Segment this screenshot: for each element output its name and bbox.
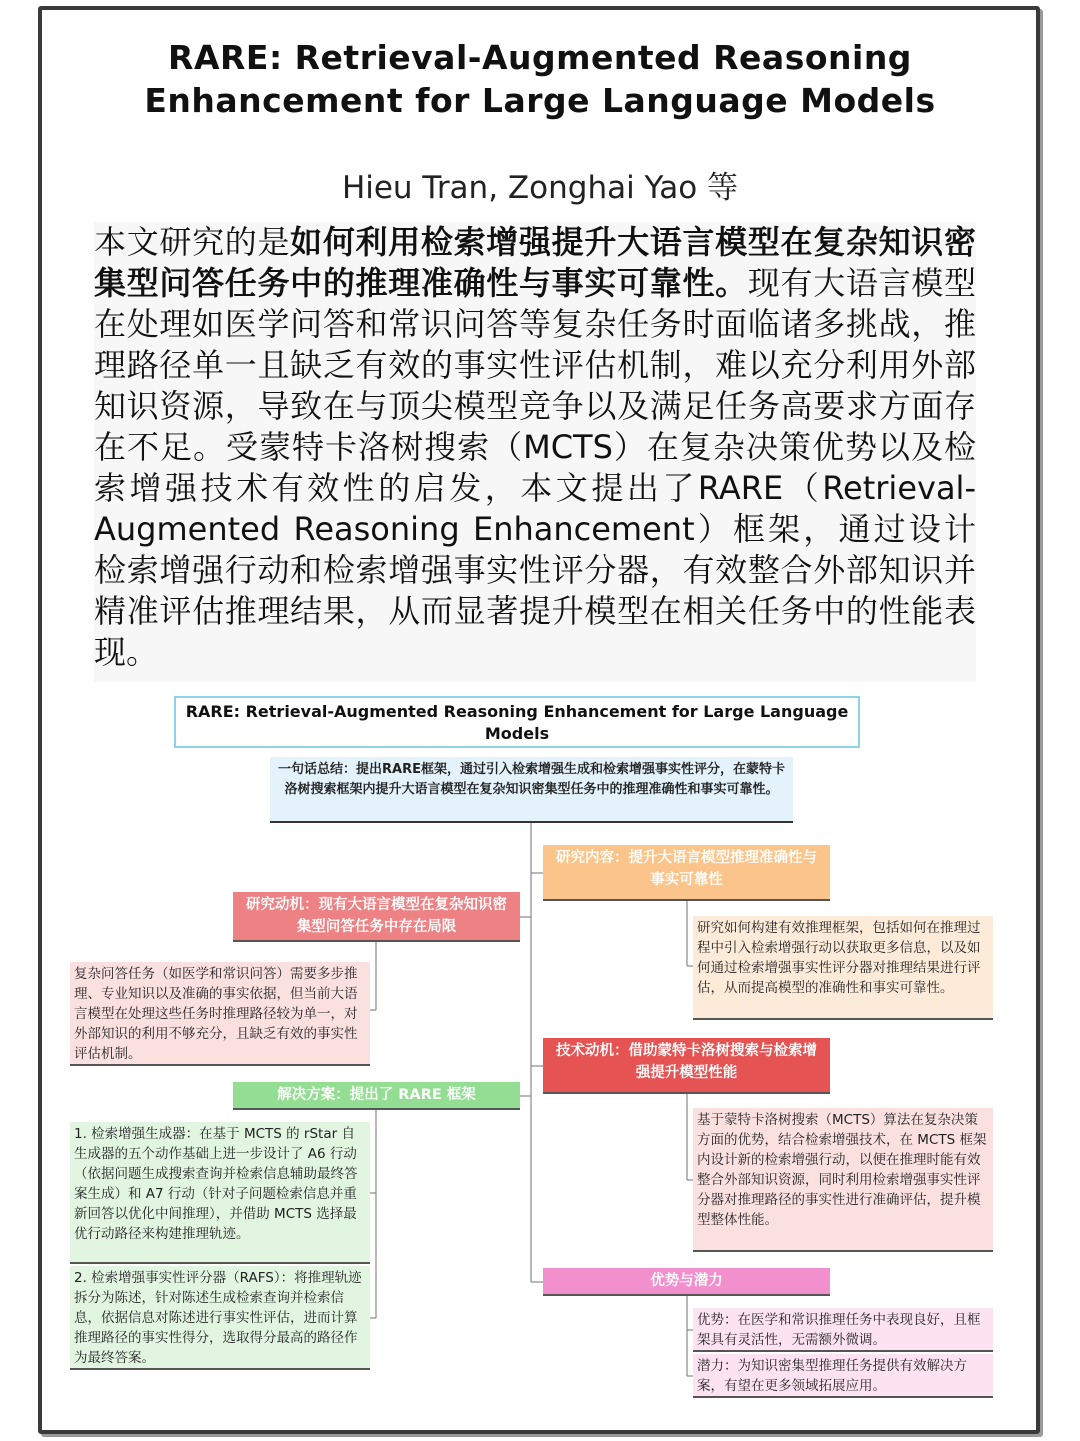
leaf-potential: 潜力：为知识密集型推理任务提供有效解决方案，有望在更多领域拓展应用。 [693,1354,993,1398]
abstract-prefix: 本文研究的是 [94,223,291,261]
leaf-solution-rafs: 2. 检索增强事实性评分器（RAFS）：将推理轨迹拆分为陈述，针对陈述生成检索查询并检索信息，依据信息对陈述进行事实性评估，进而计算推理路径的事实性得分，选取得分最高的路径作为最终答案。 [70,1266,370,1370]
abstract-bold: 如何利用检索增强提升大语言模型在复杂知识密集型问答任务中的推理准确性与事实可靠性。 [94,223,976,302]
node-tech-motive: 技术动机：借助蒙特卡洛树搜索与检索增强提升模型性能 [543,1038,830,1094]
node-advantages: 优势与潜力 [543,1268,830,1296]
paper-authors: Hieu Tran, Zonghai Yao 等 [341,170,739,206]
mindmap-summary: 一句话总结：提出RARE框架，通过引入检索增强生成和检索增强事实性评分，在蒙特卡洛树搜索框架内提升大语言模型在复杂知识密集型任务中的推理准确性和事实可靠性。 [270,757,793,823]
abstract-rest: 现有大语言模型在处理如医学问答和常识问答等复杂任务时面临诸多挑战，推理路径单一且缺乏有效的事实性评估机制，难以充分利用外部知识资源，导致在与顶尖模型竞争以及满足任务高要求方面存在不足。受蒙特卡洛树搜索（MCTS）在复杂决策优势以及检索增强技术有效性的启发，本文提出了RARE（Retrieval-Augmented Reasoning Enhancement）框架，通过设计检索增强行动和检索增强事实性评分器，有效整合外部知识并精准评估推理结果，从而显著提升模型在相关任务中的性能表现。 [94,264,976,671]
leaf-research-content: 研究如何构建有效推理框架，包括如何在推理过程中引入检索增强行动以获取更多信息，以及如何通过检索增强事实性评分器对推理结果进行评估，从而提高模型的准确性和事实可靠性。 [693,916,993,1020]
leaf-solution-generator: 1. 检索增强生成器：在基于 MCTS 的 rStar 自生成器的五个动作基础上进一步设计了 A6 行动（依据问题生成搜索查询并检索信息辅助最终答案生成）和 A7 行动（针对子问题检索信息并重新回答以优化中间推理），并借助 MCTS 选择最优行动路径来构建推理轨迹。 [70,1122,370,1264]
leaf-advantage: 优势：在医学和常识推理任务中表现良好，且框架具有灵活性，无需额外微调。 [693,1308,993,1352]
node-research-content: 研究内容：提升大语言模型推理准确性与事实可靠性 [543,845,830,901]
leaf-tech-motive: 基于蒙特卡洛树搜索（MCTS）算法在复杂决策方面的优势，结合检索增强技术，在 MCTS 框架内设计新的检索增强行动，以便在推理时能有效整合外部知识资源，同时利用检索增强事实性评分器对推理路径的事实性进行准确评估，提升模型整体性能。 [693,1108,993,1252]
leaf-research-motive: 复杂问答任务（如医学和常识问答）需要多步推理、专业知识以及准确的事实依据，但当前大语言模型在处理这些任务时推理路径较为单一，对外部知识的利用不够充分，且缺乏有效的事实性评估机制。 [70,962,370,1066]
node-solution: 解决方案：提出了 RARE 框架 [233,1082,520,1110]
paper-title: RARE: Retrieval-Augmented Reasoning Enhancement for Large Language Models [144,38,936,120]
node-research-motive: 研究动机：现有大语言模型在复杂知识密集型问答任务中存在局限 [233,892,520,942]
abstract [94,222,976,682]
mindmap-title: RARE: Retrieval-Augmented Reasoning Enhancement for Large Language Models [174,696,860,748]
